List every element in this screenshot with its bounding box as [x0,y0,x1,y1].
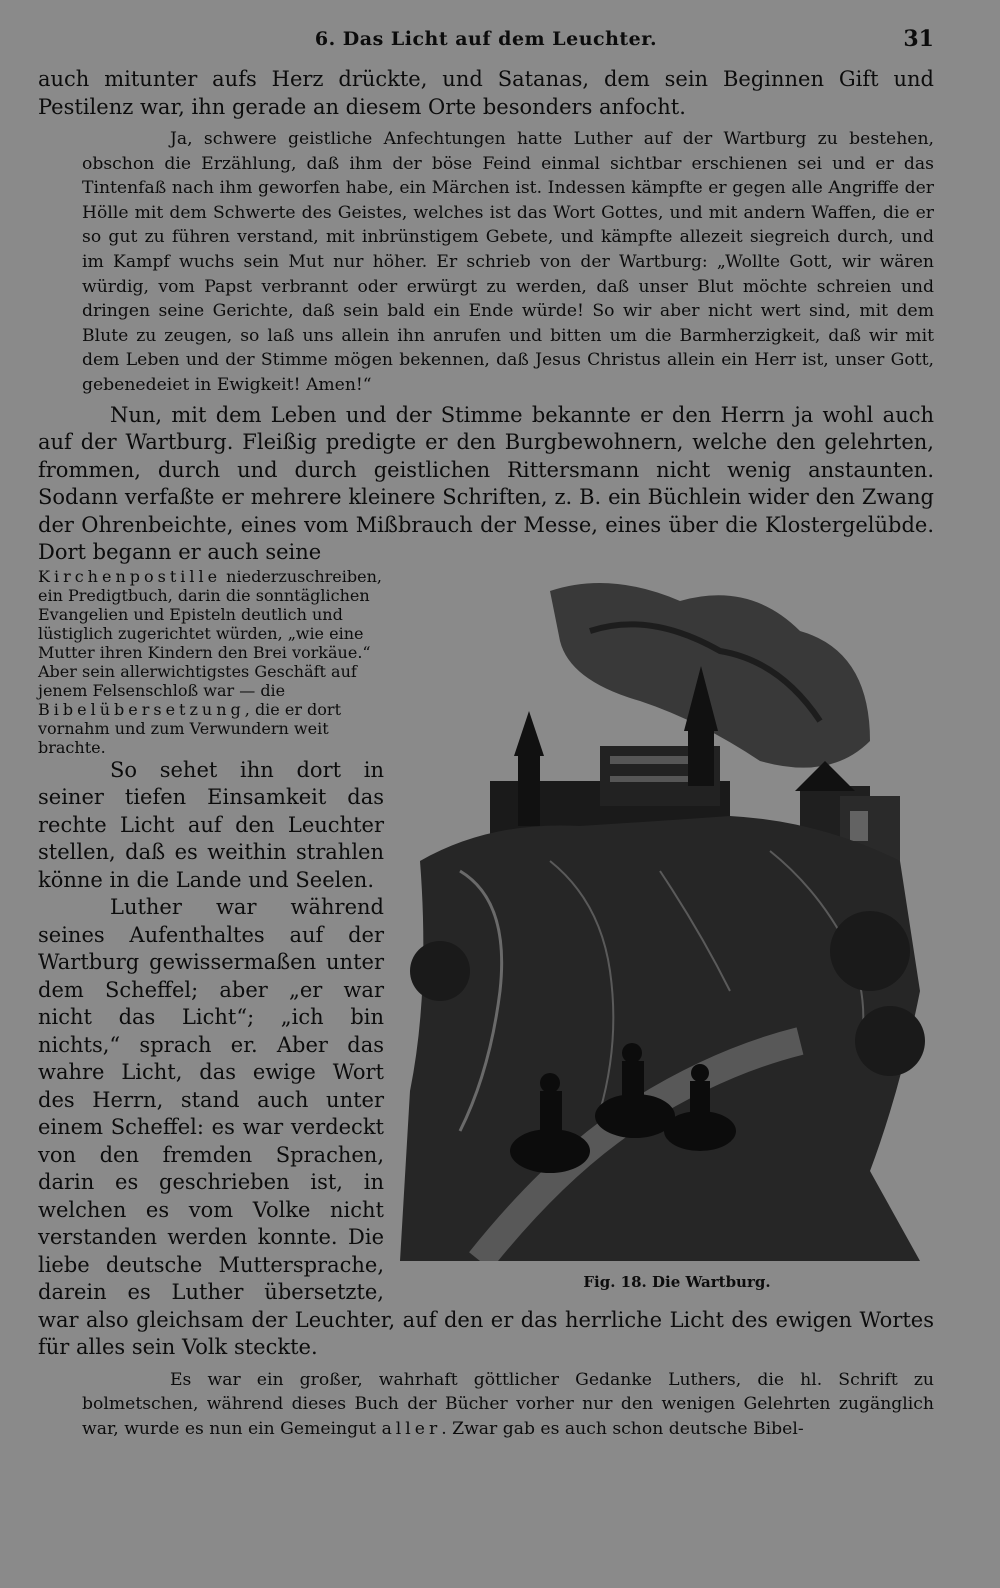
emphasis-kirchenpostille: Kirchenpostille [38,566,222,586]
emphasis-bibeluebersetzung: Bibelübersetzung [38,699,245,719]
paragraph-3-part-3: , die er dort vornahm und zum Verwundern weit brachte. [38,699,342,757]
wartburg-illustration [400,571,934,1291]
paragraph-3-part-1: Nun, mit dem Leben und der Stimme bekannte er den Herrn ja wohl auch auf der Wartburg. Fleißig predigte er den Burgbewohnern, welche den gelehrten, frommen, durch und durch geistlichen Rittersmann nicht wenig anstaunten. Sodann verfaßte er mehrere kleinere Schriften, z. B. ein Büchlein wider den Zwang der Ohrenbeichte, eines vom Mißbrauch der Messe, eines über die Klostergelübde. Dort begann er auch seine [38,402,934,565]
page-header [38,22,934,66]
wartburg-engraving [400,571,934,1261]
paragraph-5: Luther war während seines Aufenthaltes auf der Wartburg gewissermaßen unter dem Scheffel; aber „er war nicht das Licht“; „ich bin nichts,“ sprach er. Aber das wahre Licht, das ewige Wort des Herrn, stand auch unter einem Scheffel: es war verdeckt von den fremden Sprachen, darin es geschrieben ist, in welchen es vom Volke nicht verstanden werden konnte. Die liebe deutsche Muttersprache, darein es Luther übersetzte, war also gleichsam der Leuchter, auf den er das herrliche Licht des ewigen Wortes für alles sein Volk steckte. [38,895,934,1360]
paragraph-1: auch mitunter aufs Herz drückte, und Satanas, dem sein Beginnen Gift und Pestilenz war, ihn gerade an diesem Orte besonders anfocht. [38,67,934,119]
paragraph-3-part-2: niederzuschreiben, ein Predigtbuch, darin die sonntäglichen Evangelien und Episteln deutlich und lüstiglich zugerichtet würden, „wie eine Mutter ihren Kindern den Brei vorkäue.“ Aber sein allerwichtigstes Geschäft auf jenem Felsenschloß war — die [38,566,382,700]
running-title: 6. Das Licht auf dem Leuchter. [314,28,658,50]
page-number: 31 [903,26,934,52]
paragraph-4: So sehet ihn dort in seiner tiefen Einsamkeit das rechte Licht auf den Leuchter stellen, daß es weithin strahlen könne in die Lande und Seelen. [38,757,384,892]
book-page [38,22,934,1441]
emphasis-aller: aller [381,1418,442,1439]
paragraph-6-part-2: . Zwar gab es auch schon deutsche Bibel- [441,1418,804,1439]
paragraph-3 [38,402,934,567]
figure-caption: Fig. 18. Die Wartburg. [583,1272,771,1291]
paragraph-6-part-1: Es war ein großer, wahrhaft göttlicher Gedanke Luthers, die hl. Schrift zu bolmetschen, während dieses Buch der Bücher vorher nur den wenigen Gelehrten zugänglich war, wurde es nun ein Gemeingut [82,1369,934,1439]
paragraph-2-quote: Ja, schwere geistliche Anfechtungen hatte Luther auf der Wartburg zu bestehen, obschon die Erzählung, daß ihm der böse Feind einmal sichtbar erschienen sei und er das Tintenfaß nach ihm geworfen habe, ein Märchen ist. Indessen kämpfte er gegen alle Angriffe der Hölle mit dem Schwerte des Geistes, welches ist das Wort Gottes, und mit andern Waffen, die er so gut zu führen verstand, mit inbrünstigem Gebete, und kämpfte allezeit siegreich durch, und im Kampf wuchs sein Mut nur höher. Er schrieb von der Wartburg: „Wollte Gott, wir wären würdig, vom Papst verbrannt oder erwürgt zu werden, daß unser Blut möchte schreien und dringen seine Gerichte, daß sein bald ein Ende würde! So wir aber nicht wert sind, mit dem Blute zu zeugen, so laß uns allein ihn anrufen und bitten um die Barmherzigkeit, daß wir mit dem Leben und der Stimme mögen bekennen, daß Jesus Christus allein ein Herr ist, unser Gott, gebenedeiet in Ewigkeit! Amen!“ [82,129,934,395]
paragraph-6 [82,1368,934,1442]
